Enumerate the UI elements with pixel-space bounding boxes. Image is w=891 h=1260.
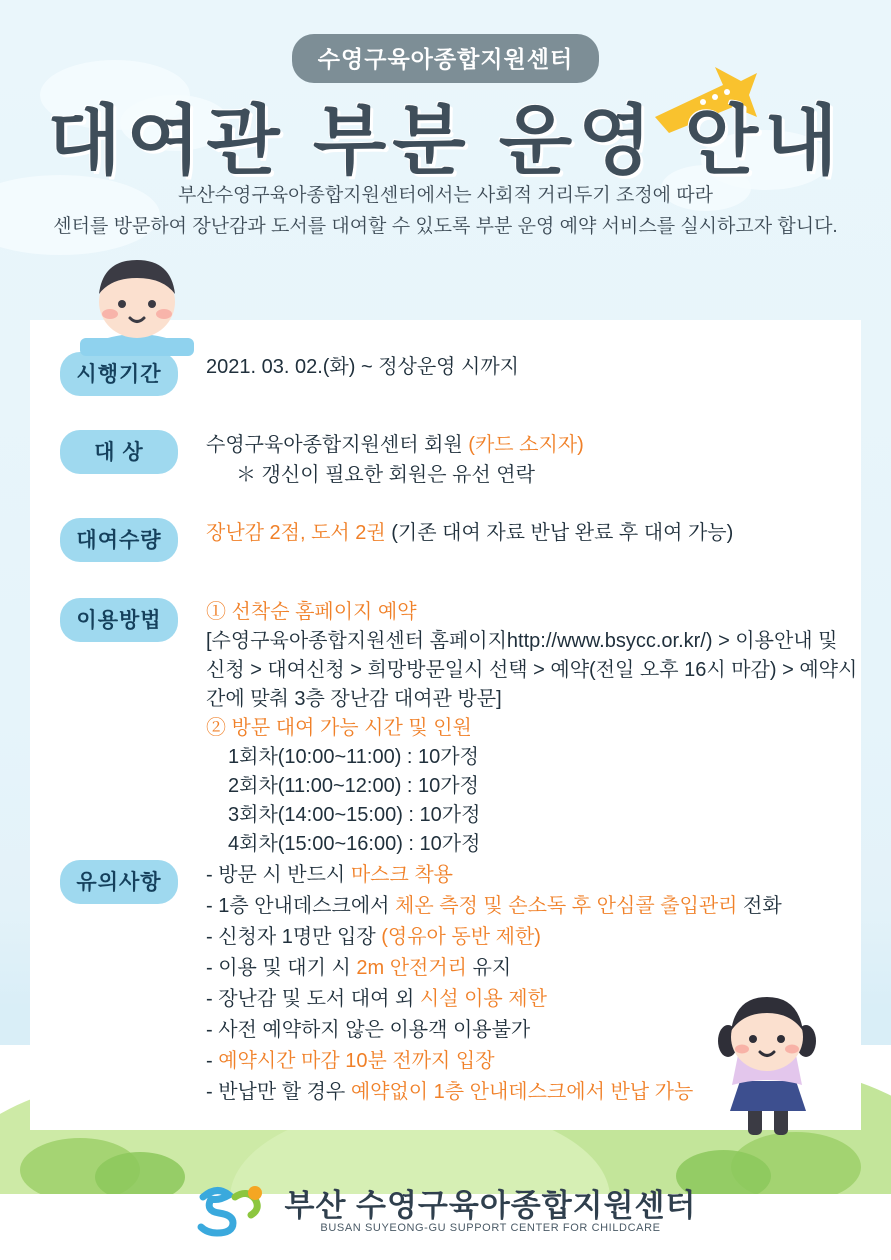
usage-item-1-title: ① 선착순 홈페이지 예약 — [206, 601, 417, 623]
subtitle-line-2: 센터를 방문하여 장난감과 도서를 대여할 수 있도록 부분 운영 예약 서비스를 실시하고자 합니다. — [53, 216, 838, 237]
target-line-1-plain: 수영구육아종합지원센터 회원 — [206, 434, 469, 456]
notice-item-pre: - — [206, 1050, 219, 1072]
notice-item — [206, 922, 782, 953]
footer-center-name-en: BUSAN SUYEONG-GU SUPPORT CENTER FOR CHILDCARE — [320, 1222, 661, 1234]
row-label-target: 대 상 — [60, 430, 178, 474]
row-label-notice: 유의사항 — [60, 860, 178, 904]
notice-item-post: 전화 — [737, 895, 782, 917]
row-quantity — [60, 518, 733, 562]
notice-item — [206, 1077, 782, 1108]
row-notice — [60, 860, 782, 1108]
subtitle-line-1: 부산수영구육아종합지원센터에서는 사회적 거리두기 조정에 따라 — [177, 185, 714, 206]
notice-item-highlight: 마스크 착용 — [350, 864, 453, 886]
notice-item-pre: - 반납만 할 경우 — [206, 1081, 351, 1103]
notice-item — [206, 891, 782, 922]
notice-item — [206, 984, 782, 1015]
usage-item-1-detail: [수영구육아종합지원센터 홈페이지http://www.bsycc.or.kr/) > 이용안내 및 신청 > 대여신청 > 희망방문일시 선택 > 예약(전일 오후 16시 마감) > 예약시간에 맞춰 3층 장난감 대여관 방문] — [206, 630, 858, 710]
row-usage — [60, 598, 861, 859]
notice-item — [206, 1046, 782, 1077]
notice-item-highlight: (영유아 동반 제한) — [381, 926, 541, 948]
footer-text-block — [285, 1189, 697, 1234]
center-logo-icon — [195, 1181, 273, 1242]
notice-item-highlight: 예약없이 1층 안내데스크에서 반납 가능 — [350, 1081, 694, 1103]
notice-item — [206, 860, 782, 891]
footer-inner — [195, 1181, 697, 1242]
usage-session-3: 3회차(14:00~15:00) : 10가정 — [228, 804, 481, 826]
page-title: 대여관 부분 운영 안내 — [47, 99, 844, 184]
row-value-notice — [206, 860, 782, 1108]
usage-item-2-title: ② 방문 대여 가능 시간 및 인원 — [206, 717, 472, 739]
girl-character-illustration — [698, 985, 833, 1150]
row-label-quantity: 대여수량 — [60, 518, 178, 562]
boy-character-illustration — [72, 252, 202, 362]
target-line-1 — [206, 430, 584, 460]
notice-item-highlight: 시설 이용 제한 — [419, 988, 547, 1010]
notice-item-pre: - 1층 안내데스크에서 — [206, 895, 396, 917]
center-badge: 수영구육아종합지원센터 — [292, 34, 599, 83]
row-label-period: 시행기간 — [60, 352, 178, 396]
quantity-plain: (기존 대여 자료 반납 완료 후 대여 가능) — [385, 522, 734, 544]
quantity-highlight: 장난감 2점, 도서 2권 — [206, 522, 386, 544]
notice-item — [206, 1015, 782, 1046]
notice-item — [206, 953, 782, 984]
row-value-period: 2021. 03. 02.(화) ~ 정상운영 시까지 — [206, 356, 519, 378]
row-value-quantity — [206, 518, 733, 548]
notice-item-highlight: 체온 측정 및 손소독 후 안심콜 출입관리 — [395, 895, 738, 917]
usage-session-4: 4회차(15:00~16:00) : 10가정 — [228, 833, 481, 855]
usage-session-1: 1회차(10:00~11:00) : 10가정 — [228, 746, 479, 768]
notice-item-pre: - 장난감 및 도서 대여 외 — [206, 988, 420, 1010]
notice-item-post: 유지 — [467, 957, 512, 979]
row-value-usage — [206, 598, 861, 859]
row-label-usage: 이용방법 — [60, 598, 178, 642]
notice-item-pre: - 이용 및 대기 시 — [206, 957, 357, 979]
notice-item-pre: - 사전 예약하지 않은 이용객 이용불가 — [206, 1019, 531, 1041]
target-line-2: ＊ 갱신이 필요한 회원은 유선 연락 — [236, 464, 535, 486]
target-line-1-highlight: (카드 소지자) — [468, 434, 584, 456]
notice-item-pre: - 신청자 1명만 입장 — [206, 926, 382, 948]
notice-item-highlight: 2m 안전거리 — [356, 957, 467, 979]
row-value-target — [206, 430, 584, 490]
footer-logo-area — [0, 1181, 891, 1242]
row-target — [60, 430, 584, 490]
footer-center-name: 부산 수영구육아종합지원센터 — [284, 1188, 697, 1223]
notice-item-highlight: 예약시간 마감 10분 전까지 입장 — [218, 1050, 495, 1072]
page-subtitle — [0, 180, 891, 242]
usage-session-2: 2회차(11:00~12:00) : 10가정 — [228, 775, 479, 797]
notice-item-pre: - 방문 시 반드시 — [206, 864, 351, 886]
